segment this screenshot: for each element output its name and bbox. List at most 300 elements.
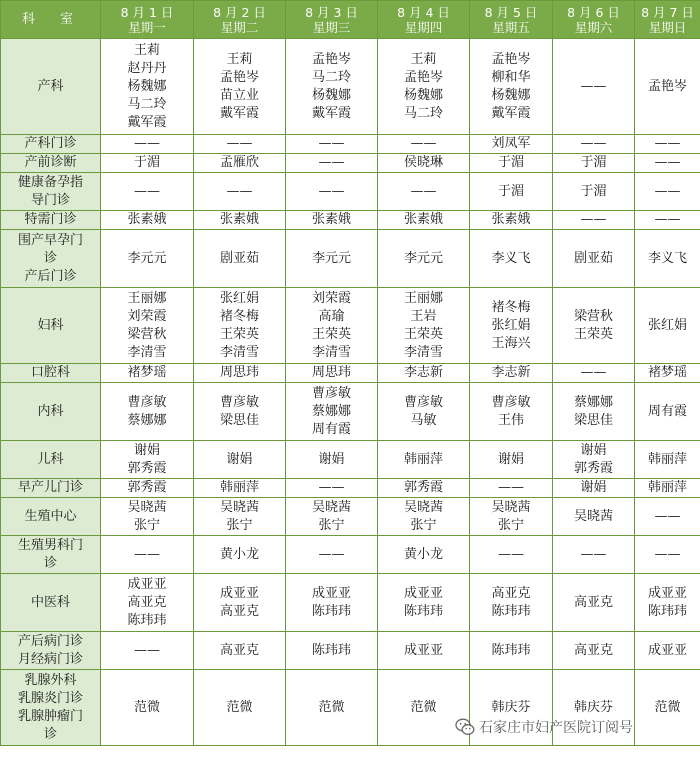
dept-cell — [1, 39, 101, 135]
schedule-cell — [101, 383, 194, 441]
day-weekday: 星期三 — [312, 19, 351, 35]
dept-cell — [1, 498, 101, 536]
schedule-cell — [101, 479, 194, 498]
schedule-cell — [378, 632, 470, 670]
doctor-name: 韩庆芬 — [491, 699, 531, 715]
doctor-name: 范微 — [654, 699, 681, 715]
dept-name: 月经病门诊 — [17, 651, 83, 667]
doctor-name: 李义飞 — [491, 250, 531, 266]
schedule-cell — [194, 536, 286, 574]
doctor-name: 谢娟 — [580, 442, 607, 458]
doctor-name: 王丽娜 — [403, 290, 443, 306]
schedule-cell — [635, 230, 700, 288]
doctor-name: 蔡娜娜 — [127, 412, 167, 428]
doctor-name: 郭秀霞 — [403, 480, 443, 495]
dept-cell — [1, 479, 101, 498]
no-duty-dash: —— — [226, 136, 253, 151]
doctor-name: 马二玲 — [127, 96, 167, 112]
schedule-cell — [378, 211, 470, 230]
doctor-name: 于湄 — [497, 183, 524, 199]
doctor-name: 梁思佳 — [219, 412, 259, 428]
schedule-cell — [378, 154, 470, 173]
doctor-name: 王岩 — [410, 308, 437, 324]
dept-name: 妇科 — [37, 317, 64, 333]
doctor-name: 周思玮 — [311, 365, 351, 380]
schedule-cell — [286, 230, 378, 288]
schedule-cell — [553, 39, 635, 135]
schedule-cell — [286, 288, 378, 364]
dept-cell — [1, 574, 101, 632]
doctor-name: 曹彦敏 — [403, 394, 443, 410]
doctor-name: 李元元 — [403, 250, 443, 266]
doctor-name: 杨魏娜 — [311, 87, 351, 103]
doctor-name: 褚冬梅 — [219, 308, 259, 324]
doctor-name: 陈玮玮 — [403, 603, 443, 619]
watermark-text: 石家庄市妇产医院订阅号 — [479, 720, 633, 736]
no-duty-dash: —— — [318, 136, 345, 151]
doctor-name: 王莉 — [226, 51, 253, 67]
schedule-cell — [286, 135, 378, 154]
doctor-name: 韩丽萍 — [403, 451, 443, 467]
schedule-cell — [286, 479, 378, 498]
day-date: 8 月 1 日 — [120, 4, 174, 20]
doctor-name: 王莉 — [133, 42, 160, 58]
no-duty-dash: —— — [318, 480, 345, 495]
no-duty-dash: —— — [498, 480, 524, 495]
day-header — [286, 1, 378, 39]
doctor-name: 戴军霞 — [219, 105, 259, 121]
doctor-name: 陈玮玮 — [491, 603, 531, 619]
doctor-name: 张宁 — [318, 517, 345, 533]
doctor-name: 蔡娜娜 — [311, 403, 351, 419]
schedule-cell — [553, 536, 635, 574]
doctor-name: 成亚亚 — [403, 585, 443, 601]
doctor-name: 李清雪 — [219, 344, 259, 360]
doctor-name: 褚梦瑶 — [647, 365, 687, 380]
no-duty-dash: —— — [580, 212, 607, 227]
day-header — [194, 1, 286, 39]
doctor-name: 戴军霞 — [311, 105, 351, 121]
doctor-name: 谢娟 — [133, 442, 160, 458]
schedule-cell — [286, 498, 378, 536]
schedule-cell — [470, 479, 553, 498]
table-row — [1, 441, 700, 479]
doctor-name: 韩庆芬 — [573, 699, 613, 715]
schedule-cell — [635, 632, 700, 670]
schedule-cell — [194, 383, 286, 441]
doctor-name: 李清雪 — [311, 344, 351, 360]
schedule-cell — [101, 498, 194, 536]
schedule-cell — [470, 670, 553, 746]
doctor-name: 范微 — [133, 699, 160, 715]
doctor-name: 谢娟 — [497, 451, 524, 467]
dept-name: 产科门诊 — [24, 136, 77, 151]
schedule-cell — [286, 364, 378, 383]
schedule-cell — [553, 632, 635, 670]
dept-name: 生殖中心 — [24, 508, 77, 524]
doctor-name: 李志新 — [403, 365, 443, 380]
doctor-name: 张素娥 — [127, 212, 167, 227]
schedule-cell — [378, 173, 470, 211]
doctor-name: 王荣英 — [219, 326, 259, 342]
doctor-name: 高亚克 — [219, 642, 259, 658]
table-row — [1, 211, 700, 230]
schedule-cell — [194, 364, 286, 383]
schedule-cell — [378, 670, 470, 746]
day-header — [553, 1, 635, 39]
schedule-cell — [286, 211, 378, 230]
schedule-cell — [553, 479, 635, 498]
no-duty-dash: —— — [134, 136, 160, 151]
schedule-cell — [553, 173, 635, 211]
no-duty-dash: —— — [134, 642, 160, 658]
no-duty-dash: —— — [654, 546, 681, 562]
doctor-name: 周思玮 — [219, 365, 259, 380]
schedule-cell — [470, 441, 553, 479]
doctor-name: 张素娥 — [219, 212, 259, 227]
doctor-name: 李元元 — [127, 250, 167, 266]
schedule-cell — [194, 498, 286, 536]
doctor-name: 赵丹丹 — [127, 60, 167, 76]
no-duty-dash: —— — [318, 183, 345, 199]
doctor-name: 吴晓茜 — [573, 508, 613, 524]
schedule-cell — [194, 135, 286, 154]
doctor-name: 曹彦敏 — [491, 394, 531, 410]
schedule-cell — [378, 441, 470, 479]
schedule-cell — [286, 574, 378, 632]
table-row — [1, 230, 700, 288]
schedule-cell — [635, 441, 700, 479]
schedule-cell — [553, 288, 635, 364]
day-weekday: 星期一 — [128, 19, 166, 35]
schedule-cell — [194, 230, 286, 288]
doctor-name: 吴晓茜 — [219, 499, 259, 515]
no-duty-dash: —— — [134, 183, 160, 199]
dept-name: 中医科 — [30, 594, 70, 610]
no-duty-dash: —— — [654, 212, 681, 227]
doctor-name: 马二玲 — [403, 105, 443, 121]
doctor-name: 李志新 — [491, 365, 531, 380]
doctor-name: 王丽娜 — [127, 290, 167, 306]
doctor-name: 王荣英 — [311, 326, 351, 342]
schedule-cell — [101, 39, 194, 135]
no-duty-dash: —— — [410, 183, 437, 199]
doctor-name: 孟艳岑 — [647, 78, 687, 94]
schedule-cell — [378, 498, 470, 536]
schedule-cell — [470, 288, 553, 364]
schedule-cell — [194, 173, 286, 211]
schedule-cell — [470, 154, 553, 173]
doctor-name: 张素娥 — [491, 212, 531, 227]
dept-name: 产前诊断 — [24, 155, 77, 170]
doctor-name: 王荣英 — [573, 326, 613, 342]
doctor-name: 郭秀霞 — [127, 480, 167, 495]
schedule-cell — [378, 288, 470, 364]
doctor-name: 郭秀霞 — [573, 460, 613, 476]
day-header — [378, 1, 470, 39]
doctor-name: 孟艳岑 — [491, 51, 531, 67]
schedule-cell — [378, 230, 470, 288]
doctor-name: 陈玮玮 — [311, 642, 351, 658]
schedule-cell — [101, 441, 194, 479]
schedule-cell — [553, 230, 635, 288]
day-date: 8 月 3 日 — [305, 4, 358, 20]
table-row — [1, 39, 700, 135]
table-row — [1, 632, 700, 670]
schedule-cell — [635, 383, 700, 441]
schedule-cell — [378, 39, 470, 135]
doctor-name: 剧亚茹 — [573, 250, 613, 266]
table-row — [1, 670, 700, 746]
dept-name: 特需门诊 — [24, 212, 77, 227]
doctor-name: 柳和华 — [491, 69, 531, 85]
dept-name: 诊 — [43, 726, 57, 742]
schedule-cell — [286, 383, 378, 441]
no-duty-dash: —— — [580, 546, 607, 562]
schedule-cell — [101, 574, 194, 632]
dept-cell — [1, 364, 101, 383]
doctor-name: 吴晓茜 — [491, 499, 531, 515]
doctor-name: 马二玲 — [311, 69, 351, 85]
doctor-name: 韩丽萍 — [219, 480, 259, 495]
schedule-cell — [286, 154, 378, 173]
doctor-name: 苗立业 — [219, 87, 259, 103]
schedule-cell — [194, 479, 286, 498]
day-header — [470, 1, 553, 39]
no-duty-dash: —— — [318, 155, 345, 170]
doctor-name: 高亚克 — [491, 585, 531, 601]
schedule-cell — [286, 441, 378, 479]
schedule-body — [1, 39, 700, 746]
doctor-name: 张红娟 — [219, 290, 259, 306]
dept-cell — [1, 154, 101, 173]
dept-name: 诊 — [43, 555, 57, 571]
doctor-name: 陈玮玮 — [647, 603, 687, 619]
dept-name: 乳腺肿瘤门 — [17, 708, 83, 724]
doctor-name: 剧亚茹 — [219, 250, 259, 266]
doctor-name: 高亚克 — [573, 594, 613, 610]
schedule-cell — [286, 173, 378, 211]
doctor-name: 成亚亚 — [127, 576, 167, 592]
schedule-cell — [470, 135, 553, 154]
doctor-name: 成亚亚 — [219, 585, 259, 601]
dept-name: 乳腺外科 — [24, 672, 77, 688]
dept-cell — [1, 173, 101, 211]
no-duty-dash: —— — [654, 183, 681, 199]
doctor-name: 孟艳岑 — [311, 51, 351, 67]
schedule-cell — [194, 632, 286, 670]
doctor-name: 陈玮玮 — [127, 612, 167, 628]
schedule-cell — [635, 574, 700, 632]
schedule-cell — [101, 173, 194, 211]
doctor-name: 谢娟 — [226, 451, 253, 467]
doctor-name: 范微 — [318, 699, 345, 715]
schedule-cell — [635, 479, 700, 498]
schedule-cell — [470, 536, 553, 574]
doctor-name: 吴晓茜 — [311, 499, 351, 515]
table-row — [1, 574, 700, 632]
doctor-name: 范微 — [410, 699, 437, 715]
schedule-cell — [470, 39, 553, 135]
table-row — [1, 536, 700, 574]
doctor-name: 黄小龙 — [403, 546, 443, 562]
schedule-cell — [286, 536, 378, 574]
no-duty-dash: —— — [580, 365, 607, 380]
no-duty-dash: —— — [134, 546, 160, 562]
doctor-name: 谢娟 — [318, 451, 345, 467]
no-duty-dash: —— — [580, 136, 607, 151]
doctor-name: 郭秀霞 — [127, 460, 167, 476]
schedule-cell — [635, 173, 700, 211]
no-duty-dash: —— — [654, 136, 681, 151]
doctor-name: 褚冬梅 — [491, 299, 531, 315]
no-duty-dash: —— — [226, 183, 253, 199]
day-date: 8 月 6 日 — [567, 4, 620, 20]
day-weekday: 星期六 — [574, 19, 613, 35]
doctor-name: 高亚克 — [219, 603, 259, 619]
schedule-cell — [635, 670, 700, 746]
schedule-cell — [553, 670, 635, 746]
doctor-name: 孟艳岑 — [403, 69, 443, 85]
schedule-cell — [553, 498, 635, 536]
table-row — [1, 383, 700, 441]
table-row — [1, 498, 700, 536]
schedule-cell — [470, 498, 553, 536]
schedule-cell — [635, 211, 700, 230]
schedule-cell — [553, 135, 635, 154]
doctor-name: 陈玮玮 — [311, 603, 351, 619]
schedule-cell — [378, 383, 470, 441]
doctor-name: 成亚亚 — [647, 585, 687, 601]
table-row — [1, 288, 700, 364]
day-header — [635, 1, 700, 39]
doctor-name: 马敏 — [410, 412, 437, 428]
doctor-name: 刘荣霞 — [311, 290, 351, 306]
doctor-name: 黄小龙 — [219, 546, 259, 562]
doctor-name: 梁营秋 — [573, 308, 613, 324]
dept-name: 产后门诊 — [24, 268, 77, 284]
doctor-name: 杨魏娜 — [403, 87, 443, 103]
day-weekday: 星期日 — [648, 19, 687, 35]
dept-name: 导门诊 — [30, 192, 70, 208]
no-duty-dash: —— — [318, 546, 345, 562]
dept-name: 健康备孕指 — [17, 174, 83, 190]
table-row — [1, 154, 700, 173]
schedule-cell — [194, 441, 286, 479]
day-date: 8 月 4 日 — [397, 4, 450, 20]
doctor-name: 刘荣霞 — [127, 308, 167, 324]
schedule-cell — [635, 498, 700, 536]
doctor-name: 戴军霞 — [491, 105, 531, 121]
schedule-cell — [553, 211, 635, 230]
header-row — [1, 1, 700, 39]
dept-cell — [1, 632, 101, 670]
doctor-name: 王莉 — [410, 51, 437, 67]
doctor-name: 戴军霞 — [127, 114, 167, 130]
schedule-cell — [101, 632, 194, 670]
doctor-name: 成亚亚 — [647, 642, 687, 658]
schedule-cell — [553, 574, 635, 632]
schedule-cell — [553, 154, 635, 173]
dept-cell — [1, 536, 101, 574]
schedule-cell — [470, 632, 553, 670]
dept-cell — [1, 211, 101, 230]
dept-name: 内科 — [37, 403, 64, 419]
doctor-name: 高瑜 — [318, 308, 345, 324]
doctor-name: 高亚克 — [573, 642, 613, 658]
schedule-cell — [101, 135, 194, 154]
doctor-name: 王荣英 — [403, 326, 443, 342]
table-row — [1, 173, 700, 211]
doctor-name: 吴晓茜 — [127, 499, 167, 515]
doctor-name: 梁营秋 — [127, 326, 167, 342]
day-header — [101, 1, 194, 39]
doctor-name: 王海兴 — [491, 335, 531, 351]
schedule-cell — [286, 632, 378, 670]
doctor-name: 褚梦瑶 — [127, 365, 167, 380]
schedule-cell — [378, 479, 470, 498]
doctor-name: 杨魏娜 — [127, 78, 167, 94]
doctor-name: 张红娟 — [647, 317, 687, 333]
schedule-cell — [194, 670, 286, 746]
no-duty-dash: —— — [498, 546, 524, 562]
schedule-cell — [470, 211, 553, 230]
doctor-name: 于湄 — [580, 183, 607, 199]
doctor-name: 周有霞 — [647, 403, 687, 419]
schedule-cell — [470, 173, 553, 211]
schedule-cell — [378, 536, 470, 574]
dept-column-header: 科 室 — [1, 1, 101, 39]
schedule-cell — [553, 441, 635, 479]
doctor-name: 曹彦敏 — [219, 394, 259, 410]
doctor-name: 杨魏娜 — [491, 87, 531, 103]
dept-name: 儿科 — [37, 451, 64, 467]
doctor-name: 李义飞 — [647, 250, 687, 266]
doctor-name: 曹彦敏 — [311, 385, 351, 401]
schedule-cell — [101, 670, 194, 746]
doctor-name: 范微 — [226, 699, 253, 715]
schedule-cell — [101, 288, 194, 364]
dept-name: 口腔科 — [30, 365, 70, 380]
schedule-cell — [101, 536, 194, 574]
schedule-cell — [378, 364, 470, 383]
doctor-name: 成亚亚 — [403, 642, 443, 658]
doctor-name: 张宁 — [133, 517, 160, 533]
doctor-name: 吴晓茜 — [403, 499, 443, 515]
schedule-cell — [635, 154, 700, 173]
doctor-name: 周有霞 — [311, 421, 351, 437]
dept-cell — [1, 670, 101, 746]
dept-cell — [1, 383, 101, 441]
schedule-cell — [635, 39, 700, 135]
doctor-name: 曹彦敏 — [127, 394, 167, 410]
doctor-name: 侯晓琳 — [403, 155, 443, 170]
doctor-name: 陈玮玮 — [491, 642, 531, 658]
doctor-name: 蔡娜娜 — [573, 394, 613, 410]
doctor-name: 于湄 — [497, 155, 524, 170]
schedule-cell — [101, 230, 194, 288]
doctor-name: 张素娥 — [311, 212, 351, 227]
schedule-cell — [470, 364, 553, 383]
no-duty-dash: —— — [410, 136, 437, 151]
dept-name: 生殖男科门 — [17, 537, 83, 553]
doctor-name: 李清雪 — [403, 344, 443, 360]
dept-name: 早产儿门诊 — [17, 480, 83, 495]
day-date: 8 月 7 日 — [641, 4, 694, 20]
day-date: 8 月 5 日 — [484, 4, 538, 20]
dept-cell — [1, 441, 101, 479]
dept-name: 乳腺炎门诊 — [17, 690, 83, 706]
